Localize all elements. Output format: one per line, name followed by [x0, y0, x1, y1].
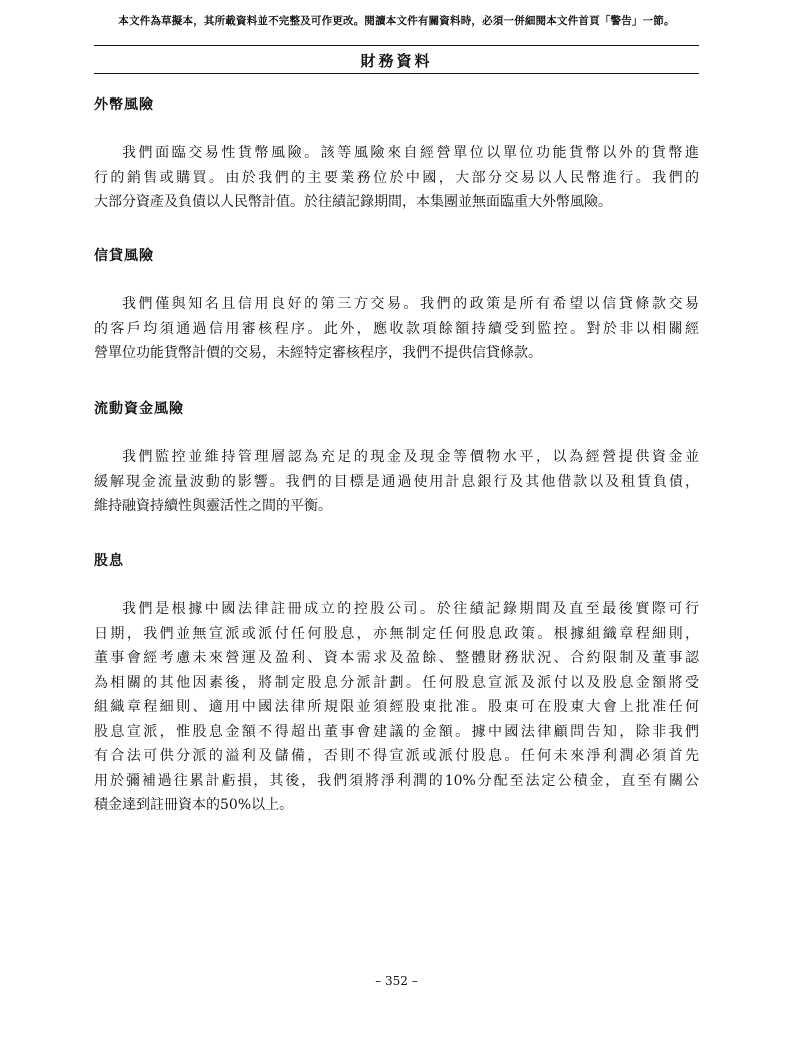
paragraph-line: 積金達到註冊資本的50%以上。 — [94, 797, 294, 813]
paragraph-dividends — [94, 597, 699, 818]
draft-warning-notice: 本文件為草擬本，其所載資料並不完整及可作更改。閱讀本文件有關資料時，必須一併細閱本文件首頁「警告」一節。 — [118, 15, 675, 27]
heading-liquidity-risk: 流動資金風險 — [94, 401, 184, 417]
paragraph-line: 行的銷售或購買。由於我們的主要業務位於中國，大部分交易以人民幣進行。我們的 — [94, 169, 699, 186]
paragraph-line: 股息宣派，惟股息金額不得超出董事會建議的金額。據中國法律顧問告知，除非我們 — [94, 723, 699, 740]
paragraph-credit-risk — [94, 292, 699, 366]
header-bottom-rule — [94, 73, 699, 74]
heading-dividends: 股息 — [94, 553, 124, 569]
page-number: – 352 – — [375, 974, 418, 988]
paragraph-line: 董事會經考慮未來營運及盈利、資本需求及盈餘、整體財務狀況、合約限制及董事認 — [94, 650, 699, 666]
paragraph-liquidity-risk — [94, 445, 699, 519]
paragraph-line: 的客戶均須通過信用審核程序。此外，應收款項餘額持續受到監控。對於非以相關經 — [94, 320, 699, 337]
paragraph-line: 我們面臨交易性貨幣風險。該等風險來自經營單位以單位功能貨幣以外的貨幣進 — [122, 145, 699, 161]
paragraph-line: 組織章程細則、適用中國法律所規限並須經股東批准。股東可在股東大會上批准任何 — [94, 699, 699, 715]
paragraph-line: 大部分資產及負債以人民幣計值。於往績記錄期間，本集團並無面臨重大外幣風險。 — [94, 194, 612, 210]
paragraph-foreign-currency-risk — [94, 141, 699, 215]
page-section-title: 財務資料 — [360, 52, 433, 70]
header-top-rule — [94, 45, 699, 46]
paragraph-line: 為相關的其他因素後，將制定股息分派計劃。任何股息宣派及派付以及股息金額將受 — [94, 674, 699, 691]
paragraph-line: 日期，我們並無宣派或派付任何股息，亦無制定任何股息政策。根據組織章程細則， — [94, 625, 699, 642]
paragraph-line: 用於彌補過往累計虧損，其後，我們須將淨利潤的10%分配至法定公積金，直至有關公 — [94, 772, 699, 789]
heading-foreign-currency-risk: 外幣風險 — [94, 97, 154, 113]
heading-credit-risk: 信貸風險 — [94, 248, 154, 264]
paragraph-line: 營單位功能貨幣計價的交易，未經特定審核程序，我們不提供信貸條款。 — [94, 345, 542, 361]
paragraph-line: 我們監控並維持管理層認為充足的現金及現金等價物水平，以為經營提供資金並 — [122, 449, 699, 465]
paragraph-line: 我們僅與知名且信用良好的第三方交易。我們的政策是所有希望以信貸條款交易 — [122, 296, 699, 312]
paragraph-line: 我們是根據中國法律註冊成立的控股公司。於往績記錄期間及直至最後實際可行 — [122, 601, 699, 617]
paragraph-line: 維持融資持續性與靈活性之間的平衡。 — [94, 498, 332, 514]
paragraph-line: 緩解現金流量波動的影響。我們的目標是通過使用計息銀行及其他借款以及租賃負債， — [94, 473, 699, 490]
paragraph-line: 有合法可供分派的溢利及儲備，否則不得宣派或派付股息。任何未來淨利潤必須首先 — [94, 748, 699, 764]
